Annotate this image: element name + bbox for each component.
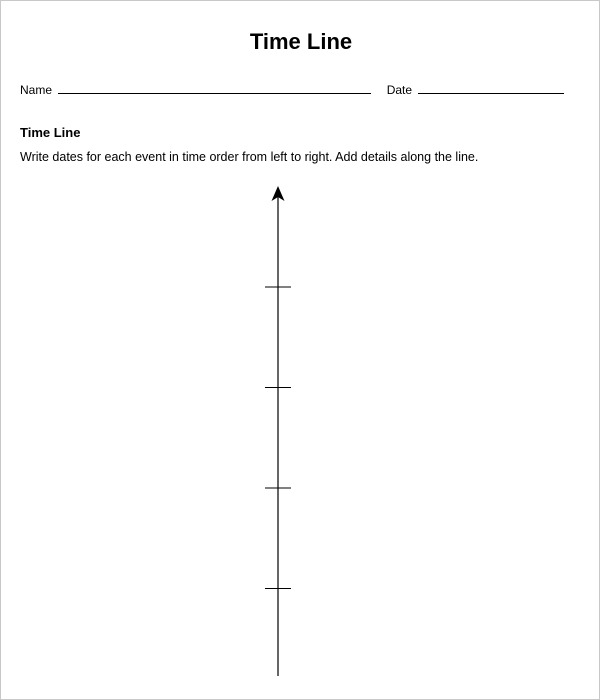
section-heading: Time Line xyxy=(20,125,81,140)
worksheet-title: Time Line xyxy=(249,29,353,54)
name-label: Name xyxy=(20,83,53,97)
instructions-text: Write dates for each event in time order from left to right. Add details along the line. xyxy=(20,150,479,164)
date-label: Date xyxy=(386,83,413,97)
